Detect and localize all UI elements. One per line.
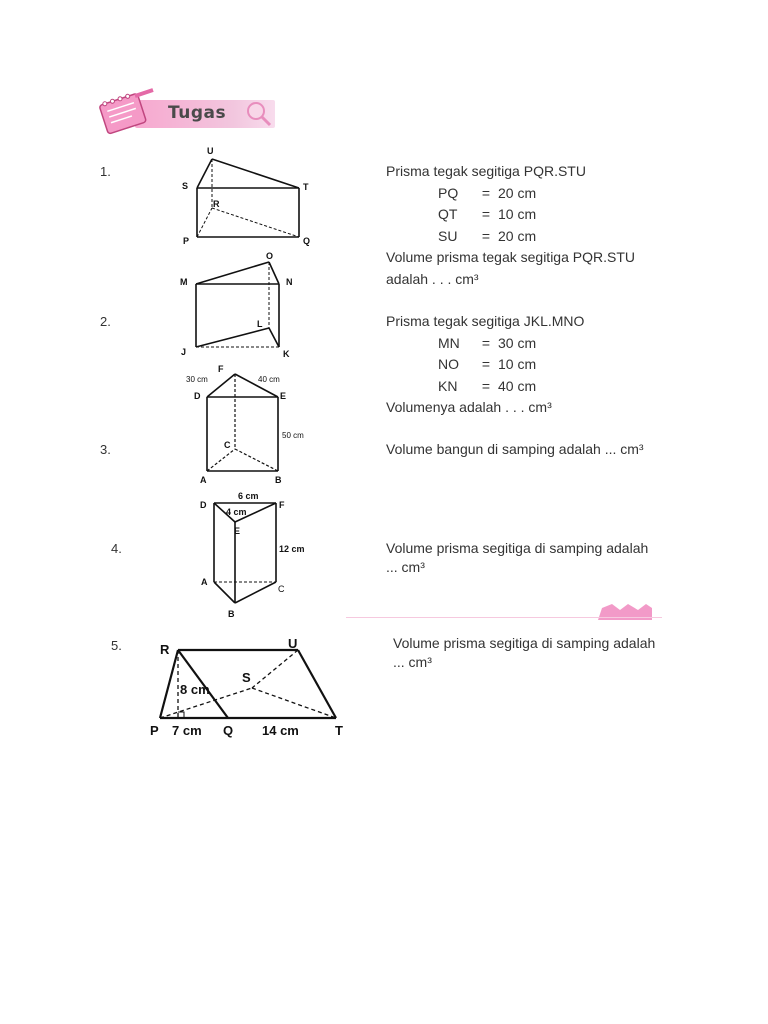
problem-5-question: Volume prisma segitiga di samping adalah [393,635,656,651]
divider [346,617,662,618]
problem-4-text [386,539,648,577]
label-S: S [242,670,251,685]
given-key: MN [438,334,460,351]
prism-abcdef-figure [180,362,320,486]
given-row [386,333,584,355]
label-qt: 14 cm [262,723,299,738]
given-eq: = [481,227,491,244]
label-K: K [283,349,290,359]
problem-1-question-cont: adalah . . . cm³ [386,270,479,287]
prism-abcdef-figure-2 [192,488,322,622]
label-P: P [150,723,159,738]
given-eq: = [481,206,491,222]
label-E: E [280,391,287,401]
given-value: 20 cm [498,184,537,201]
label-R: R [213,199,220,209]
problem-1-number: 1. [100,164,111,179]
label-J: J [181,347,187,357]
given-value: 10 cm [498,356,537,372]
given-row [386,183,635,205]
label-D: D [194,391,201,401]
prism-pqrstu-figure [178,142,318,248]
given-value: 20 cm [498,227,537,244]
label-B: B [228,609,235,619]
problem-5-question-cont: ... cm³ [393,654,432,670]
problem-5-number: 5. [111,638,122,653]
given-key: PQ [438,184,459,201]
label-A: A [200,475,207,485]
given-row [386,376,584,398]
prism-jklmno-figure [176,248,300,360]
label-P: P [183,236,190,246]
given-value: 10 cm [498,206,537,222]
problem-1-text [386,161,635,290]
given-value: 40 cm [498,377,537,394]
label-N: N [286,277,293,287]
header-title: Tugas [168,103,227,123]
label-Q: Q [303,236,311,246]
given-value: 30 cm [498,334,537,351]
given-eq: = [481,184,491,201]
label-U: U [288,636,298,651]
label-A: A [201,577,208,587]
given-eq: = [481,334,491,351]
problem-5-text [393,634,655,672]
label-df: 30 cm [186,375,208,384]
label-height: 50 cm [282,431,304,440]
given-eq: = [481,356,491,372]
problem-2-text [386,311,584,419]
label-df: 6 cm [238,491,259,501]
label-C: C [224,440,231,450]
problem-4-question: Volume prisma segitiga di samping adalah [386,540,649,556]
label-T: T [303,182,309,192]
label-fe: 40 cm [258,375,280,384]
label-E: E [234,526,241,536]
given-eq: = [481,377,491,394]
problem-2-title: Prisma tegak segitiga JKL.MNO [386,313,585,329]
label-S: S [182,181,189,191]
prism-pqrstu-figure-2 [146,636,358,746]
problem-4-question-cont: ... cm³ [386,559,425,575]
given-row [386,354,584,376]
label-R: R [160,642,170,657]
problem-2-question: Volumenya adalah . . . cm³ [386,399,552,415]
problem-3-question: Volume bangun di samping adalah ... cm³ [386,441,644,457]
label-M: M [180,277,188,287]
tugas-header [95,88,275,136]
label-Q: Q [223,723,234,738]
label-pq: 7 cm [172,723,202,738]
label-T: T [335,723,343,738]
label-O: O [266,251,274,261]
label-F: F [279,500,285,510]
label-U: U [207,146,214,156]
problem-1-title: Prisma tegak segitiga PQR.STU [386,163,586,179]
given-key: QT [438,206,458,222]
given-row [386,204,635,226]
label-C: C [278,584,285,594]
problem-2-number: 2. [100,314,111,329]
label-de: 4 cm [226,507,247,517]
given-key: SU [438,227,458,244]
problem-1-question: Volume prisma tegak segitiga PQR.STU [386,249,635,265]
label-F: F [218,364,224,374]
label-height: 12 cm [279,544,305,554]
label-L: L [257,319,263,329]
problem-3-number: 3. [100,442,111,457]
given-row [386,226,635,248]
given-key: NO [438,356,459,372]
notepad-pencil-icon [95,88,159,136]
problem-4-number: 4. [111,541,122,556]
label-B: B [275,475,282,485]
given-key: KN [438,377,458,394]
label-height: 8 cm [180,682,210,697]
label-D: D [200,500,207,510]
magnifier-icon [243,98,273,128]
